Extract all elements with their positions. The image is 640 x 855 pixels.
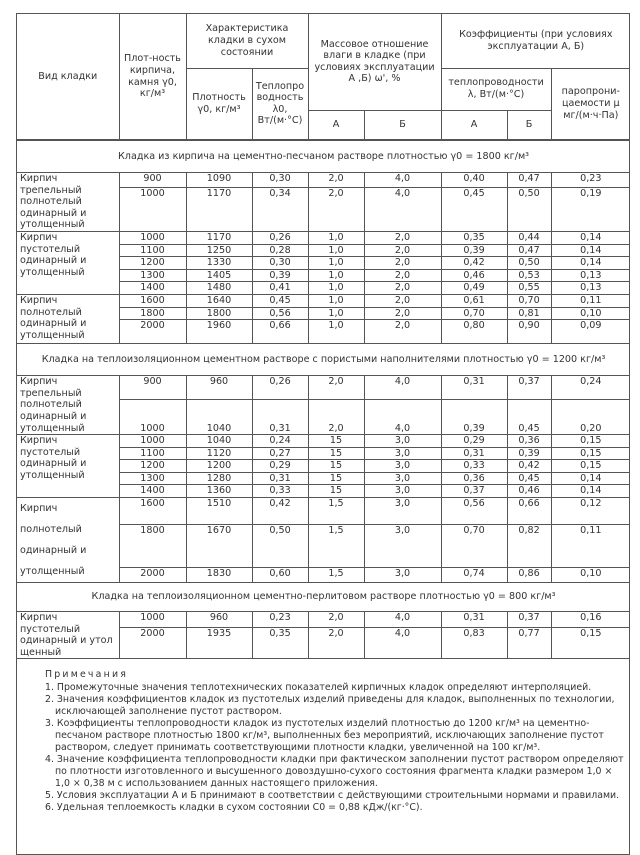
cell: 3,0 (364, 498, 441, 525)
cell: 15 (308, 472, 364, 485)
cell: 0,12 (551, 498, 630, 525)
cell: 1405 (186, 269, 252, 282)
cell: 1,0 (308, 257, 364, 270)
cell: 0,26 (252, 376, 308, 400)
cell: 0,70 (441, 524, 507, 567)
cell: 1280 (186, 472, 252, 485)
cell: 0,28 (252, 244, 308, 257)
cell: 0,55 (507, 282, 551, 295)
cell: 0,24 (551, 376, 630, 400)
cell: 1170 (186, 187, 252, 231)
cell: 2000 (119, 628, 186, 659)
cell: 4,0 (364, 399, 441, 434)
cell: 0,45 (252, 294, 308, 307)
cell: 0,80 (441, 320, 507, 344)
cell: 0,50 (507, 257, 551, 270)
cell: 15 (308, 447, 364, 460)
cell: 0,49 (441, 282, 507, 295)
cell: 0,50 (507, 187, 551, 231)
cell: 1600 (119, 294, 186, 307)
cell: 960 (186, 376, 252, 400)
cell: 1,0 (308, 282, 364, 295)
cell: 0,90 (507, 320, 551, 344)
cell: 2,0 (308, 173, 364, 188)
cell: 0,36 (441, 472, 507, 485)
cell: 1040 (186, 399, 252, 434)
cell: 0,14 (551, 244, 630, 257)
group-label-tripoli-solid: Кирпич трепельный полнотелый одинарный и утолщенный (17, 376, 119, 435)
cell: 1800 (119, 524, 186, 567)
cell: 900 (119, 376, 186, 400)
cell: 3,0 (364, 447, 441, 460)
cell: 0,14 (551, 472, 630, 485)
cell: 1,0 (308, 307, 364, 320)
cell: 0,15 (551, 460, 630, 473)
cell: 2,0 (308, 376, 364, 400)
note-item: 6. Удельная теплоемкость кладки в сухом состоянии C0 = 0,88 кДж/(кг·°С). (45, 802, 423, 814)
cell: 0,81 (507, 307, 551, 320)
note-item: 2. Значения коэффициентов кладок из пустотелых изделий приведены для кладок, выполненных по технологии, исключающей заполнение пустот раствором. (45, 694, 615, 718)
cell: 1670 (186, 524, 252, 567)
cell: 0,45 (507, 472, 551, 485)
header-dry-conductivity: Теплопро водность λ0, Вт/(м·°С) (252, 68, 308, 140)
cell: 2,0 (364, 244, 441, 257)
note-item: 3. Коэффициенты теплопроводности кладок из пустотелых изделий плотностью до 1200 кг/м³ на цементно-песчаном растворе плотностью 1800 кг/м³, выполненных без мероприятий, исключающих заполнение пустот раствором, следует принимать соответствующими плотности кладки, увеличенной на 100 кг/м³. (45, 718, 604, 754)
cell: 2,0 (364, 257, 441, 270)
cell: 1,0 (308, 269, 364, 282)
cell: 1,0 (308, 294, 364, 307)
cell: 1400 (119, 282, 186, 295)
cell: 0,30 (252, 257, 308, 270)
cell: 1000 (119, 435, 186, 448)
header-moisture-a: А (308, 110, 364, 140)
cell: 1000 (119, 612, 186, 628)
cell: 1300 (119, 472, 186, 485)
cell: 4,0 (364, 173, 441, 188)
cell: 0,66 (252, 320, 308, 344)
cell: 1,0 (308, 320, 364, 344)
header-conductivity: теплопроводности λ, Вт/(м·°С) (441, 68, 551, 110)
cell: 2,0 (308, 399, 364, 434)
cell: 0,36 (507, 435, 551, 448)
cell: 0,26 (252, 231, 308, 244)
cell: 1170 (186, 231, 252, 244)
cell: 0,46 (441, 269, 507, 282)
cell: 1600 (119, 498, 186, 525)
cell: 4,0 (364, 376, 441, 400)
thermal-properties-table-frame (16, 13, 630, 855)
cell: 0,09 (551, 320, 630, 344)
cell: 900 (119, 173, 186, 188)
cell: 2,0 (364, 294, 441, 307)
cell: 0,40 (441, 173, 507, 188)
cell: 0,56 (252, 307, 308, 320)
cell: 1000 (119, 399, 186, 434)
group-label-hollow: Кирпич пустотелый одинарный и утол щенный (17, 612, 119, 659)
cell: 0,35 (441, 231, 507, 244)
group-label-solid: Кирпич полнотелый одинарный и утолщенный (17, 498, 119, 583)
cell: 0,60 (252, 567, 308, 582)
cell: 2,0 (364, 231, 441, 244)
cell: 0,15 (551, 628, 630, 659)
cell: 0,83 (441, 628, 507, 659)
header-conductivity-b: Б (507, 110, 551, 140)
cell: 0,35 (252, 628, 308, 659)
cell: 0,37 (441, 485, 507, 498)
cell: 0,14 (551, 231, 630, 244)
header-conductivity-a: А (441, 110, 507, 140)
header-moisture-b: Б (364, 110, 441, 140)
cell: 0,82 (507, 524, 551, 567)
cell: 2,0 (364, 269, 441, 282)
cell: 1,0 (308, 244, 364, 257)
cell: 0,47 (507, 244, 551, 257)
cell: 0,23 (252, 612, 308, 628)
cell: 0,15 (551, 435, 630, 448)
cell: 0,29 (441, 435, 507, 448)
cell: 1400 (119, 485, 186, 498)
cell: 0,70 (507, 294, 551, 307)
cell: 2000 (119, 320, 186, 344)
cell: 0,10 (551, 307, 630, 320)
cell: 0,56 (441, 498, 507, 525)
cell: 0,33 (252, 485, 308, 498)
cell: 0,74 (441, 567, 507, 582)
cell: 0,70 (441, 307, 507, 320)
cell: 1,5 (308, 567, 364, 582)
cell: 1200 (186, 460, 252, 473)
header-vapor-permeability: паропрони-цаемости μ мг/(м·ч·Па) (551, 68, 630, 140)
header-dry-characteristics: Характеристика кладки в сухом состоянии (186, 14, 308, 68)
cell: 0,61 (441, 294, 507, 307)
cell: 0,13 (551, 269, 630, 282)
section-title-porous-fillers: Кладка на теплоизоляционном цементном растворе с пористыми наполнителями плотностью γ0 = 1200 кг/м³ (17, 344, 630, 376)
cell: 0,39 (441, 244, 507, 257)
cell: 1935 (186, 628, 252, 659)
cell: 0,10 (551, 567, 630, 582)
cell: 1800 (119, 307, 186, 320)
header-brick-density: Плот-ность кирпича, камня γ0, кг/м³ (119, 14, 186, 140)
section-title-perlite: Кладка на теплоизоляционном цементно-перлитовом растворе плотностью γ0 = 800 кг/м³ (17, 583, 630, 612)
cell: 0,46 (507, 485, 551, 498)
cell: 1830 (186, 567, 252, 582)
cell: 0,33 (441, 460, 507, 473)
cell: 1200 (119, 460, 186, 473)
cell: 0,39 (252, 269, 308, 282)
cell: 0,14 (551, 257, 630, 270)
cell: 0,39 (507, 447, 551, 460)
header-masonry-type: Вид кладки (17, 14, 119, 140)
cell: 2,0 (308, 187, 364, 231)
cell: 0,45 (507, 399, 551, 434)
section-title-cement-sand: Кладка из кирпича на цементно-песчаном растворе плотностью γ0 = 1800 кг/м³ (17, 140, 630, 173)
cell: 0,23 (551, 173, 630, 188)
cell: 0,15 (551, 447, 630, 460)
cell: 0,41 (252, 282, 308, 295)
masonry-properties-table (17, 14, 630, 659)
cell: 0,77 (507, 628, 551, 659)
cell: 0,47 (507, 173, 551, 188)
cell: 4,0 (364, 612, 441, 628)
cell: 0,42 (507, 460, 551, 473)
note-item: 4. Значение коэффициента теплопроводности кладки при фактическом заполнении пустот раствором определяют по плотности изготовленного и высушенного довоздушно-сухого состояния фрагмента кладки размером 1,0 × 1,0 × 0,38 м с использованием данных настоящего приложения. (45, 754, 624, 790)
group-label-tripoli-solid: Кирпич трепельный полнотелый одинарный и утолщенный (17, 173, 119, 232)
group-label-hollow: Кирпич пустотелый одинарный и утолщенный (17, 435, 119, 498)
cell: 2,0 (364, 320, 441, 344)
cell: 1250 (186, 244, 252, 257)
cell: 2000 (119, 567, 186, 582)
cell: 0,27 (252, 447, 308, 460)
group-label-hollow: Кирпич пустотелый одинарный и утолщенный (17, 231, 119, 294)
cell: 0,31 (252, 399, 308, 434)
cell: 1120 (186, 447, 252, 460)
cell: 1480 (186, 282, 252, 295)
cell: 0,29 (252, 460, 308, 473)
cell: 2,0 (364, 282, 441, 295)
cell: 0,14 (551, 485, 630, 498)
cell: 1000 (119, 231, 186, 244)
cell: 3,0 (364, 435, 441, 448)
header-coefficients: Коэффициенты (при условиях эксплуатации А, Б) (441, 14, 630, 68)
cell: 1,5 (308, 524, 364, 567)
cell: 1200 (119, 257, 186, 270)
cell: 2,0 (364, 307, 441, 320)
cell: 0,19 (551, 187, 630, 231)
cell: 0,11 (551, 524, 630, 567)
cell: 1,5 (308, 498, 364, 525)
cell: 1960 (186, 320, 252, 344)
cell: 0,66 (507, 498, 551, 525)
cell: 0,20 (551, 399, 630, 434)
note-item: 5. Условия эксплуатации А и Б принимают в соответствии с действующими строительными нормами и правилами. (45, 790, 620, 802)
header-moisture-ratio: Массовое отношение влаги в кладке (при условиях эксплуатации А ,Б) ω', % (308, 14, 441, 110)
cell: 3,0 (364, 460, 441, 473)
cell: 15 (308, 485, 364, 498)
cell: 3,0 (364, 485, 441, 498)
cell: 0,31 (441, 447, 507, 460)
notes-section (17, 659, 629, 854)
cell: 0,50 (252, 524, 308, 567)
cell: 0,42 (441, 257, 507, 270)
cell: 1510 (186, 498, 252, 525)
cell: 0,16 (551, 612, 630, 628)
cell: 0,53 (507, 269, 551, 282)
cell: 3,0 (364, 567, 441, 582)
cell: 2,0 (308, 628, 364, 659)
cell: 1000 (119, 187, 186, 231)
cell: 0,45 (441, 187, 507, 231)
cell: 1040 (186, 435, 252, 448)
cell: 0,39 (441, 399, 507, 434)
cell: 1100 (119, 447, 186, 460)
cell: 0,11 (551, 294, 630, 307)
cell: 0,37 (507, 612, 551, 628)
cell: 0,30 (252, 173, 308, 188)
cell: 0,31 (252, 472, 308, 485)
cell: 0,44 (507, 231, 551, 244)
group-label-solid: Кирпич полнотелый одинарный и утолщенный (17, 294, 119, 343)
cell: 1800 (186, 307, 252, 320)
cell: 1100 (119, 244, 186, 257)
cell: 4,0 (364, 187, 441, 231)
cell: 4,0 (364, 628, 441, 659)
cell: 3,0 (364, 472, 441, 485)
cell: 0,24 (252, 435, 308, 448)
note-item: 1. Промежуточные значения теплотехнических показателей кирпичных кладок определяют интерполяцией. (45, 682, 592, 694)
cell: 0,31 (441, 376, 507, 400)
cell: 1,0 (308, 231, 364, 244)
cell: 0,86 (507, 567, 551, 582)
cell: 15 (308, 435, 364, 448)
cell: 0,31 (441, 612, 507, 628)
cell: 3,0 (364, 524, 441, 567)
cell: 0,34 (252, 187, 308, 231)
cell: 2,0 (308, 612, 364, 628)
cell: 0,13 (551, 282, 630, 295)
cell: 1360 (186, 485, 252, 498)
cell: 0,37 (507, 376, 551, 400)
cell: 15 (308, 460, 364, 473)
cell: 1330 (186, 257, 252, 270)
cell: 1300 (119, 269, 186, 282)
cell: 1640 (186, 294, 252, 307)
header-dry-density: Плотность γ0, кг/м³ (186, 68, 252, 140)
notes-title: Примечания (45, 669, 129, 681)
cell: 960 (186, 612, 252, 628)
cell: 0,42 (252, 498, 308, 525)
cell: 1090 (186, 173, 252, 188)
